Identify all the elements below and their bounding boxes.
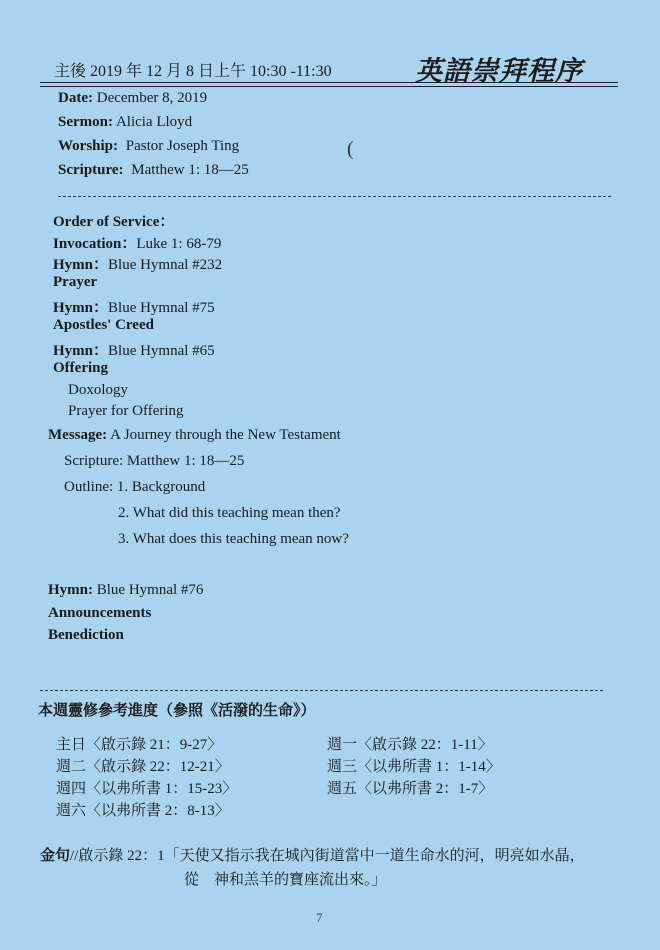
creed-item: Apostles' Creed (53, 317, 154, 333)
hymn-label: Hymn： (53, 343, 109, 359)
message-value: A Journey through the New Testament (110, 427, 341, 443)
invocation-label: Invocation： (53, 236, 137, 252)
reading-left-4: 週六〈以弗所書 2：8-13〉 (56, 803, 230, 819)
reading-left-2: 週二〈啟示錄 22：12-21〉 (56, 759, 230, 775)
hymn-line-2 (53, 296, 215, 317)
date-line (58, 90, 207, 107)
readings-heading: 本週靈修參考進度（參照《活潑的生命》） (38, 703, 316, 719)
reading-right-2: 週三〈以弗所書 1：1-14〉 (327, 759, 501, 775)
page-number: 7 (316, 910, 323, 925)
reading-left-1: 主日〈啟示錄 21：9-27〉 (56, 737, 223, 753)
reading-right-3: 週五〈以弗所書 2：1-7〉 (327, 781, 494, 797)
divider-1 (58, 196, 611, 197)
hymn-value: Blue Hymnal #76 (96, 582, 204, 598)
date-label: Date: (58, 90, 93, 106)
hymn-value: Blue Hymnal #232 (108, 257, 223, 273)
scripture-value: Matthew 1: 18—25 (131, 162, 249, 178)
worship-value: Pastor Joseph Ting (125, 138, 240, 154)
reading-left-3: 週四〈以弗所書 1：15-23〉 (56, 781, 238, 797)
verse-reference: //啟示錄 22：1 (70, 848, 165, 864)
hymn-label: Hymn: (48, 582, 93, 598)
hymn-value: Blue Hymnal #75 (108, 300, 215, 316)
service-date-time: 主後 2019 年 12 月 8 日上午 10:30 -11:30 (54, 63, 332, 80)
invocation-line (53, 232, 221, 253)
reading-right-1: 週一〈啟示錄 22：1-11〉 (327, 737, 493, 753)
hymn-line-1 (53, 253, 222, 274)
outline-item-1: Outline: 1. Background (64, 479, 206, 495)
sermon-value: Alicia Lloyd (115, 114, 193, 130)
sermon-label: Sermon: (58, 114, 113, 130)
memory-verse-line-1 (40, 844, 585, 865)
prayer-item: Prayer (53, 274, 98, 290)
divider-2 (40, 690, 603, 691)
verse-label: 金句 (40, 848, 71, 864)
sermon-line (58, 114, 192, 131)
hymn-label: Hymn： (53, 257, 109, 273)
outline-item-3: 3. What does this teaching mean now? (118, 531, 349, 547)
verse-text-1: 「天使又指示我在城內街道當中一道生命水的河，明亮如水晶， (164, 848, 585, 864)
verse-text-2: 從 神和羔羊的寶座流出來。」 (184, 872, 387, 888)
hymn-line-3 (53, 339, 215, 360)
message-label: Message: (48, 427, 108, 443)
hymn-label: Hymn： (53, 300, 109, 316)
announcements-item: Announcements (48, 605, 152, 621)
message-line (48, 427, 341, 444)
offering-item: Offering (53, 360, 108, 376)
date-value: December 8, 2019 (96, 90, 208, 106)
benediction-item: Benediction (48, 627, 124, 643)
message-scripture: Scripture: Matthew 1: 18—25 (64, 453, 245, 469)
prayer-offering-item: Prayer for Offering (68, 403, 184, 419)
order-heading: Order of Service： (53, 214, 175, 230)
hymn-line-4 (48, 582, 203, 599)
page-title: 英語崇拜程序 (415, 56, 583, 86)
worship-label: Worship: (58, 138, 119, 154)
worship-line (58, 138, 239, 155)
scripture-label: Scripture: (58, 162, 124, 178)
doxology-item: Doxology (68, 382, 128, 398)
stray-mark: ( (347, 138, 354, 160)
header-rule (40, 82, 618, 87)
outline-item-2: 2. What did this teaching mean then? (118, 505, 341, 521)
hymn-value: Blue Hymnal #65 (108, 343, 215, 359)
invocation-value: Luke 1: 68-79 (136, 236, 222, 252)
scripture-line (58, 162, 249, 179)
